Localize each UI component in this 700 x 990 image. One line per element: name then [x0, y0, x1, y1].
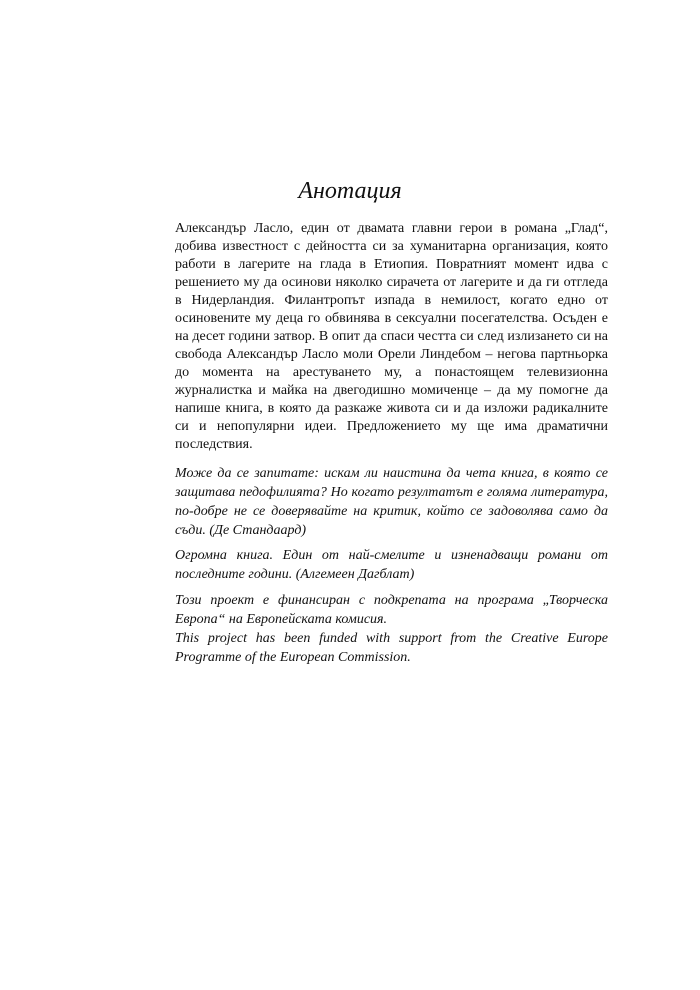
funding-notice-bulgarian: Този проект е финансиран с подкрепата на програма „Творческа Европа“ на Европейската комисия. — [175, 593, 608, 627]
book-summary-paragraph: Александър Ласло, един от двамата главни герои в романа „Глад“, добива известност с дейността си за хуманитарна организация, която работи в лагерите на глада в Етиопия. Повратният момент идва с решението му да осинови няколко сирачета от лагерите и да ги отгледа в Нидерландия. Филантропът изпада в немилост, когато едно от осиновените му деца го обвинява в сексуални посегателства. Осъден е на десет години затвор. В опит да спаси честта си след излизането си на свобода Александър Ласло моли Орели Линдебом – негова партньорка до момента на арестуването му, а понастоящем телевизионна журналистка и майка на двегодишно момиченце – да му помогне да напише книга, в която да разкаже живота си и да изложи радикалните си и непопулярни идеи. Предложението му ще има драматични последствия. — [175, 221, 608, 452]
review-quote-algemeen-dagblad: Огромна книга. Един от най-смелите и изненадващи романи от последните години. (Алгемеен Дагблат) — [175, 548, 608, 582]
annotation-title: Анотация — [298, 178, 402, 204]
funding-notice — [175, 591, 608, 667]
funding-notice-english: This project has been funded with support from the Creative Europe Programme of the European Commission. — [175, 631, 608, 665]
review-quote-de-standaard: Може да се запитате: искам ли наистина да чета книга, в която се защитава педофилията? Но когато резултатът е голяма литература, по-добре не се доверявайте на критик, който се задоволява само да съди. (Де Стандаард) — [175, 466, 608, 538]
